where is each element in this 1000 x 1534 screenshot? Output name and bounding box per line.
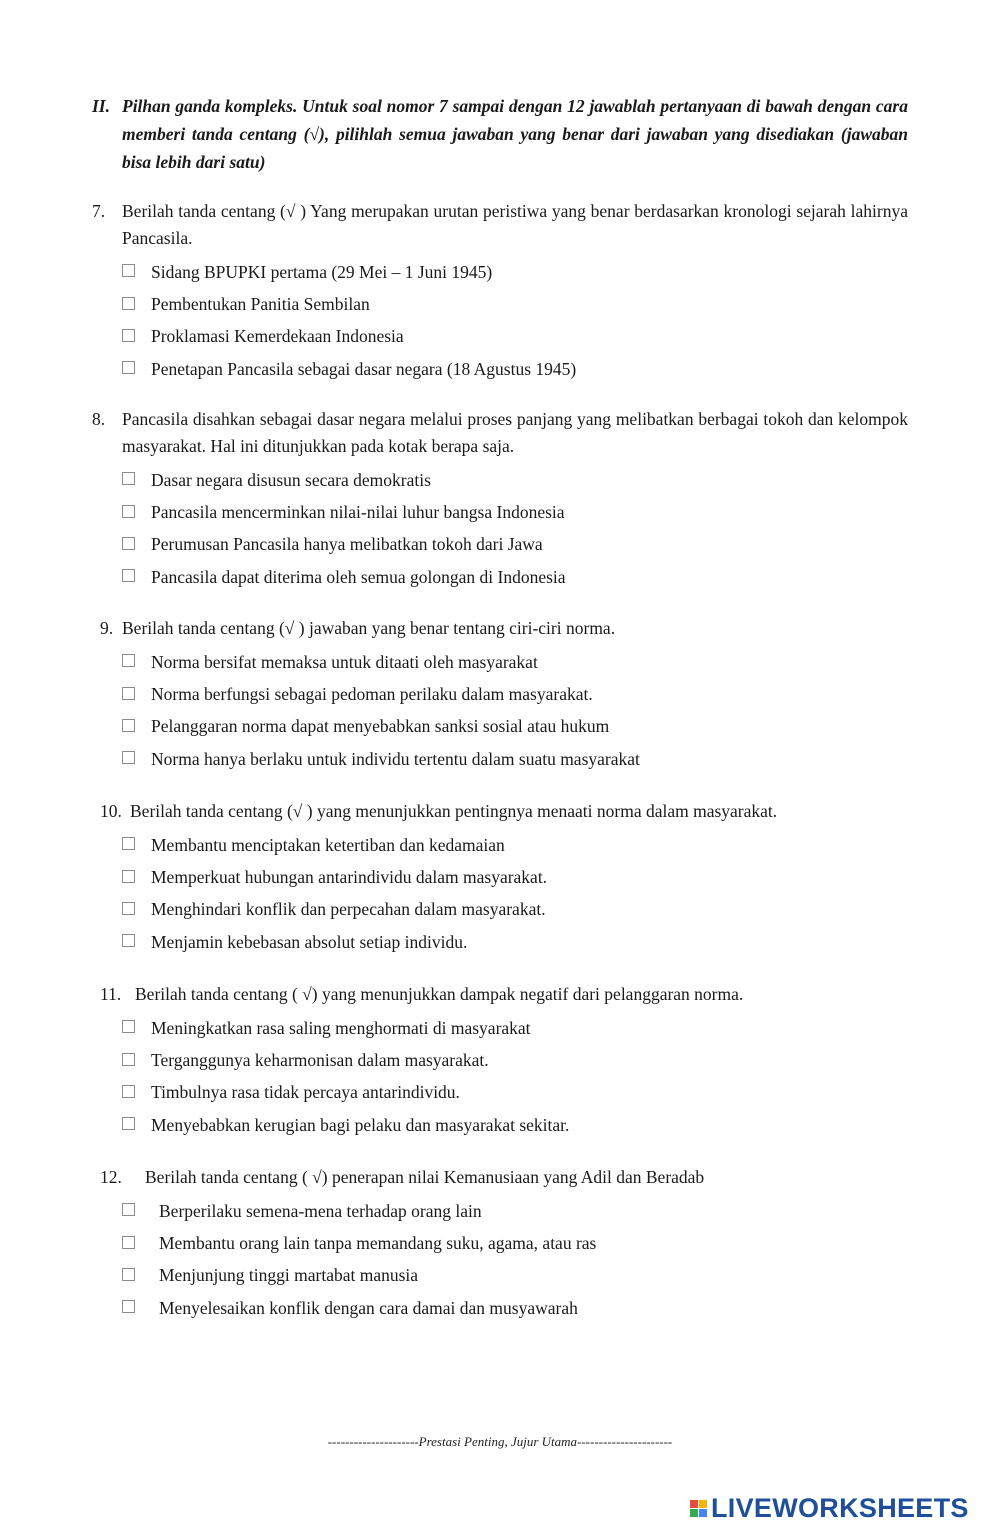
question-text: Pancasila disahkan sebagai dasar negara melalui proses panjang yang melibatkan berbagai tokoh dan kelompok masyarakat. Hal ini ditunjukkan pada kotak berapa saja. <box>122 409 908 456</box>
question-number: 8. <box>92 409 106 429</box>
option-11a <box>122 1012 908 1044</box>
option-label: Sidang BPUPKI pertama (29 Mei – 1 Juni 1945) <box>151 261 493 282</box>
answer-checkbox[interactable] <box>122 751 135 764</box>
answer-checkbox[interactable] <box>122 1300 135 1313</box>
option-label: Norma berfungsi sebagai pedoman perilaku dalam masyarakat. <box>151 684 593 705</box>
option-label: Norma hanya berlaku untuk individu tertentu dalam suatu masyarakat <box>151 748 640 769</box>
question-number: 10. <box>100 801 122 821</box>
question-text: Berilah tanda centang ( √) penerapan nilai Kemanusiaan yang Adil dan Beradab <box>145 1167 705 1187</box>
option-12d <box>122 1292 908 1324</box>
option-7c <box>122 321 908 353</box>
option-label: Meningkatkan rasa saling menghormati di masyarakat <box>151 1017 531 1038</box>
answer-checkbox[interactable] <box>122 361 135 374</box>
option-8c <box>122 529 908 561</box>
option-10c <box>122 894 908 926</box>
option-9d <box>122 743 908 775</box>
footer-motto: ---------------------Prestasi Penting, Jujur Utama---------------------- <box>327 1434 673 1449</box>
question-11 <box>92 981 908 1142</box>
answer-checkbox[interactable] <box>122 537 135 550</box>
question-9 <box>92 615 908 776</box>
answer-checkbox[interactable] <box>122 1236 135 1249</box>
option-label: Timbulnya rasa tidak percaya antarindividu. <box>151 1082 460 1103</box>
option-11d <box>122 1109 908 1141</box>
option-7d <box>122 353 908 385</box>
option-10b <box>122 861 908 893</box>
option-12b <box>122 1227 908 1259</box>
answer-checkbox[interactable] <box>122 1117 135 1130</box>
question-number: 12. <box>100 1167 122 1187</box>
answer-checkbox[interactable] <box>122 870 135 883</box>
option-label: Perumusan Pancasila hanya melibatkan tokoh dari Jawa <box>151 534 543 555</box>
option-12a <box>122 1195 908 1227</box>
answer-checkbox[interactable] <box>122 264 135 277</box>
answer-checkbox[interactable] <box>122 472 135 485</box>
option-label: Berperilaku semena-mena terhadap orang lain <box>159 1200 482 1221</box>
question-text: Berilah tanda centang (√ ) yang menunjukkan pentingnya menaati norma dalam masyarakat. <box>130 801 778 821</box>
answer-checkbox[interactable] <box>122 505 135 518</box>
option-11c <box>122 1077 908 1109</box>
option-label: Menjamin kebebasan absolut setiap individu. <box>151 931 468 952</box>
option-label: Pancasila mencerminkan nilai-nilai luhur bangsa Indonesia <box>151 502 565 523</box>
section-instruction <box>92 92 908 176</box>
option-label: Menyelesaikan konflik dengan cara damai dan musyawarah <box>159 1297 578 1318</box>
option-label: Menghindari konflik dan perpecahan dalam masyarakat. <box>151 899 546 920</box>
option-8a <box>122 464 908 496</box>
question-text: Berilah tanda centang (√ ) Yang merupakan urutan peristiwa yang benar berdasarkan kronologi sejarah lahirnya Pancasila. <box>122 201 908 248</box>
answer-checkbox[interactable] <box>122 1203 135 1216</box>
question-text: Berilah tanda centang (√ ) jawaban yang benar tentang ciri-ciri norma. <box>122 618 616 638</box>
answer-checkbox[interactable] <box>122 687 135 700</box>
option-9b <box>122 678 908 710</box>
logo-mark-icon <box>690 1500 707 1517</box>
liveworksheets-logo[interactable] <box>690 1493 969 1524</box>
option-label: Memperkuat hubungan antarindividu dalam masyarakat. <box>151 867 548 888</box>
answer-checkbox[interactable] <box>122 1020 135 1033</box>
answer-checkbox[interactable] <box>122 837 135 850</box>
answer-checkbox[interactable] <box>122 329 135 342</box>
option-label: Membantu orang lain tanpa memandang suku, agama, atau ras <box>159 1233 597 1254</box>
question-8 <box>92 406 908 594</box>
section-numeral: II. <box>92 96 110 116</box>
answer-checkbox[interactable] <box>122 1053 135 1066</box>
option-label: Pancasila dapat diterima oleh semua golongan di Indonesia <box>151 566 566 587</box>
option-label: Penetapan Pancasila sebagai dasar negara (18 Agustus 1945) <box>151 358 577 379</box>
answer-checkbox[interactable] <box>122 719 135 732</box>
question-number: 7. <box>92 201 106 221</box>
question-text: Berilah tanda centang ( √) yang menunjukkan dampak negatif dari pelanggaran norma. <box>135 984 744 1004</box>
logo-wordmark: LIVEWORKSHEETS <box>711 1493 969 1523</box>
option-label: Terganggunya keharmonisan dalam masyarakat. <box>151 1050 489 1071</box>
section-instruction-text: Pilhan ganda kompleks. Untuk soal nomor 7 sampai dengan 12 jawablah pertanyaan di bawah dengan cara memberi tanda centang (√), pilihlah semua jawaban yang benar dari jawaban yang disediakan (jawaban bisa lebih dari satu) <box>122 96 908 172</box>
option-8d <box>122 561 908 593</box>
answer-checkbox[interactable] <box>122 1085 135 1098</box>
option-11b <box>122 1044 908 1076</box>
answer-checkbox[interactable] <box>122 654 135 667</box>
option-10d <box>122 926 908 958</box>
option-9a <box>122 646 908 678</box>
logo-square <box>699 1500 707 1508</box>
option-label: Pelanggaran norma dapat menyebabkan sanksi sosial atau hukum <box>151 716 610 737</box>
option-label: Proklamasi Kemerdekaan Indonesia <box>151 326 404 347</box>
answer-checkbox[interactable] <box>122 1268 135 1281</box>
option-12c <box>122 1260 908 1292</box>
answer-checkbox[interactable] <box>122 569 135 582</box>
answer-checkbox[interactable] <box>122 902 135 915</box>
answer-checkbox[interactable] <box>122 934 135 947</box>
option-label: Dasar negara disusun secara demokratis <box>151 469 431 490</box>
question-12 <box>92 1164 908 1325</box>
option-7b <box>122 288 908 320</box>
option-label: Menjunjung tinggi martabat manusia <box>159 1265 419 1286</box>
option-label: Menyebabkan kerugian bagi pelaku dan masyarakat sekitar. <box>151 1114 570 1135</box>
logo-square <box>690 1509 698 1517</box>
question-10 <box>92 798 908 959</box>
question-number: 9. <box>100 618 114 638</box>
option-8b <box>122 496 908 528</box>
logo-square <box>699 1509 707 1517</box>
option-label: Membantu menciptakan ketertiban dan kedamaian <box>151 834 505 855</box>
answer-checkbox[interactable] <box>122 297 135 310</box>
logo-square <box>690 1500 698 1508</box>
question-number: 11. <box>100 984 122 1004</box>
option-label: Pembentukan Panitia Sembilan <box>151 294 370 315</box>
question-7 <box>92 198 908 386</box>
option-10a <box>122 829 908 861</box>
option-9c <box>122 711 908 743</box>
option-label: Norma bersifat memaksa untuk ditaati oleh masyarakat <box>151 651 538 672</box>
option-7a <box>122 256 908 288</box>
